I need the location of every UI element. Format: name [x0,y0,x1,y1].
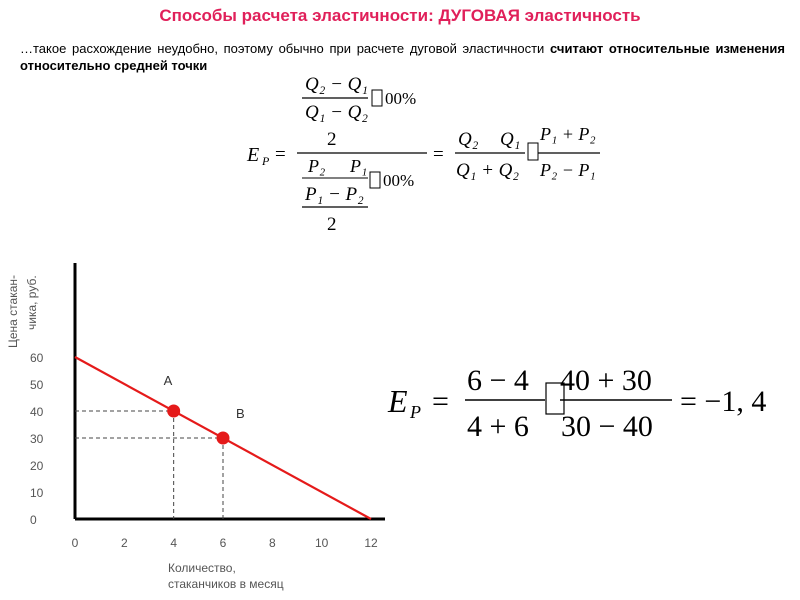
hundred-pct-2: 00% [383,171,415,190]
y-tick-label: 60 [30,351,44,365]
example-num2: 40 + 30 [560,364,652,397]
equals-2: = [433,144,444,165]
q1-top: Q₁ [500,129,521,150]
point-label: B [236,406,245,421]
two-top: 2 [327,129,337,150]
ep-sub: P [262,154,270,168]
equals-1: = [275,144,286,165]
two-bottom: 2 [327,214,337,235]
y-tick-label: 40 [30,405,44,419]
point-label: A [163,373,173,388]
x-axis-title-line2: стаканчиков в месяц [168,577,284,591]
slide-title: Способы расчета эластичности: ДУГОВАЯ эластичность [159,6,641,25]
x-tick-label: 6 [219,536,227,550]
intro-bold-2: относительные изменения относительно средней точки [20,41,785,73]
y-tick-label: 10 [30,486,44,500]
x-tick-label: 12 [364,536,378,550]
example-den2: 30 − 40 [561,410,653,443]
hundred-pct-1: 00% [385,89,417,108]
p-sum-numerator: P₁ + P₂ [540,124,596,144]
q2-top: Q₂ [458,129,479,150]
point-a [167,405,180,418]
y-tick-label: 50 [30,378,44,392]
example-ep-sub: P [410,402,421,422]
x-tick-label: 4 [170,536,178,550]
x-axis-title-line1: Количество, [168,561,236,575]
y-axis-title-line2: чика, руб. [25,275,39,330]
intro-bold-1: считают [550,41,604,56]
intro-normal: …такое расхождение неудобно, поэтому обычно при расчете дуговой эластичности [20,41,545,56]
x-tick-label: 2 [120,536,128,550]
p2-small: P₂ [308,156,326,176]
ep-symbol: E [247,144,260,166]
frac-q-denominator: Q₁ − Q₂ [305,102,368,123]
example-den1: 4 + 6 [467,410,529,443]
frac-q-numerator: Q₂ − Q₁ [305,74,368,95]
q-sum-denominator: Q₁ + Q₂ [456,160,519,181]
y-tick-label: 20 [30,459,44,473]
y-tick-label: 30 [30,432,44,446]
example-num1: 6 − 4 [467,364,529,397]
point-b [217,432,230,445]
x-tick-label: 8 [268,536,276,550]
example-equals: = [432,385,449,418]
y-tick-label: 0 [30,513,37,527]
x-tick-label: 0 [71,536,79,550]
example-result: = −1, 4 [680,385,767,418]
example-ep: E [388,383,408,419]
p-diff-denominator: P₂ − P₁ [540,160,596,180]
p1-small: P₁ [350,156,368,176]
y-axis-title-line1: Цена стакан- [6,274,20,348]
frac-p-numerator: P₁ − P₂ [305,184,364,205]
x-tick-label: 10 [314,536,329,550]
